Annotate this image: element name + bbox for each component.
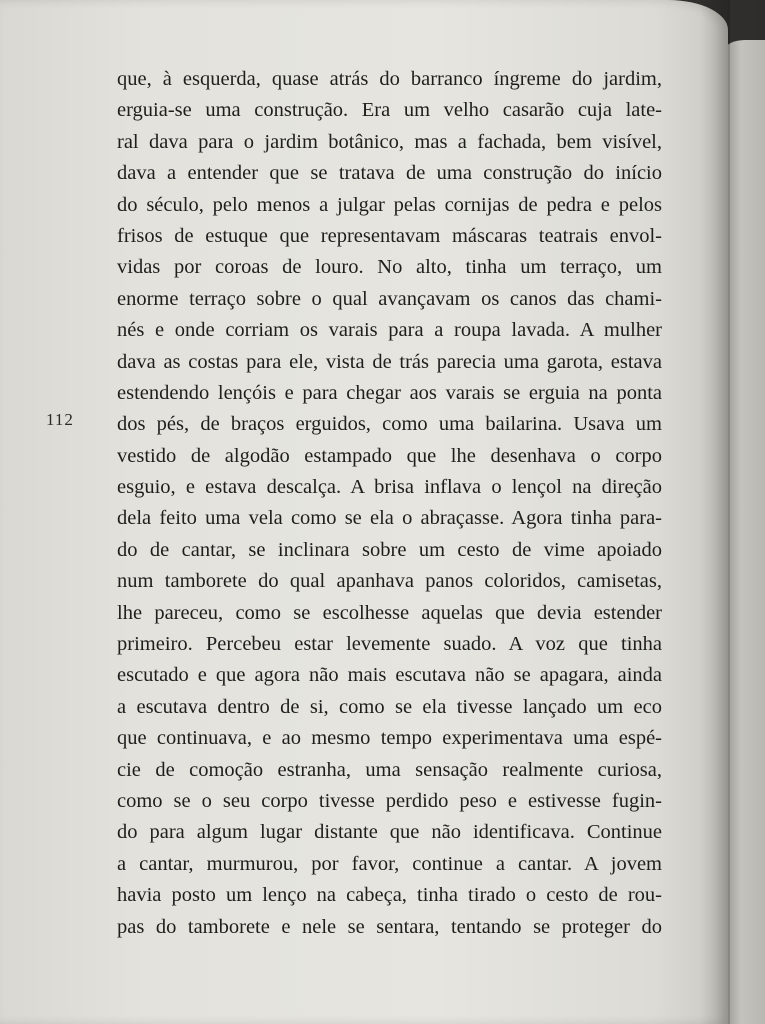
text-line: que continuava, e ao mesmo tempo experimentava uma espé- [117,727,662,750]
text-line: do século, pelo menos a julgar pelas cornijas de pedra e pelos [117,193,662,216]
text-line: a cantar, murmurou, por favor, continue a cantar. A jovem [117,852,662,875]
text-line: havia posto um lenço na cabeça, tinha tirado o cesto de rou- [117,884,662,907]
text-line: escutado e que agora não mais escutava não se apagara, ainda [117,664,662,687]
text-line: estendendo lençóis e para chegar aos varais se erguia na ponta [117,381,662,404]
text-line: cie de comoção estranha, uma sensação realmente curiosa, [117,758,662,781]
text-line: vidas por coroas de louro. No alto, tinha um terraço, um [117,256,662,279]
text-line: num tamborete do qual apanhava panos coloridos, camisetas, [117,570,662,593]
text-line: como se o seu corpo tivesse perdido peso e estivesse fugin- [117,789,662,812]
gutter-shadow [700,0,730,1024]
text-line: lhe pareceu, como se escolhesse aquelas que devia estender [117,601,662,624]
text-line: erguia-se uma construção. Era um velho casarão cuja late- [117,99,662,122]
text-line: dos pés, de braços erguidos, como uma bailarina. Usava um [117,413,662,436]
body-text [117,64,662,943]
text-line: do de cantar, se inclinara sobre um cesto de vime apoiado [117,538,662,561]
text-line: dava a entender que se tratava de uma construção do início [117,162,662,185]
page-number: 112 [46,410,74,429]
text-line: primeiro. Percebeu estar levemente suado. A voz que tinha [117,633,662,656]
text-line: frisos de estuque que representavam máscaras teatrais envol- [117,224,662,247]
text-line: enorme terraço sobre o qual avançavam os canos das chami- [117,287,662,310]
text-line: nés e onde corriam os varais para a roupa lavada. A mulher [117,319,662,342]
text-line: vestido de algodão estampado que lhe desenhava o corpo [117,444,662,467]
text-line: ral dava para o jardim botânico, mas a fachada, bem visível, [117,130,662,153]
text-line: pas do tamborete e nele se sentara, tentando se proteger do [117,915,662,938]
text-line: que, à esquerda, quase atrás do barranco íngreme do jardim, [117,68,662,90]
text-line: esguio, e estava descalça. A brisa inflava o lençol na direção [117,476,662,499]
text-line: dava as costas para ele, vista de trás parecia uma garota, estava [117,350,662,373]
text-line: a escutava dentro de si, como se ela tivesse lançado um eco [117,695,662,718]
text-line: dela feito uma vela como se ela o abraçasse. Agora tinha para- [117,507,662,530]
next-page-edge [725,40,765,1024]
text-line: do para algum lugar distante que não identificava. Continue [117,821,662,844]
